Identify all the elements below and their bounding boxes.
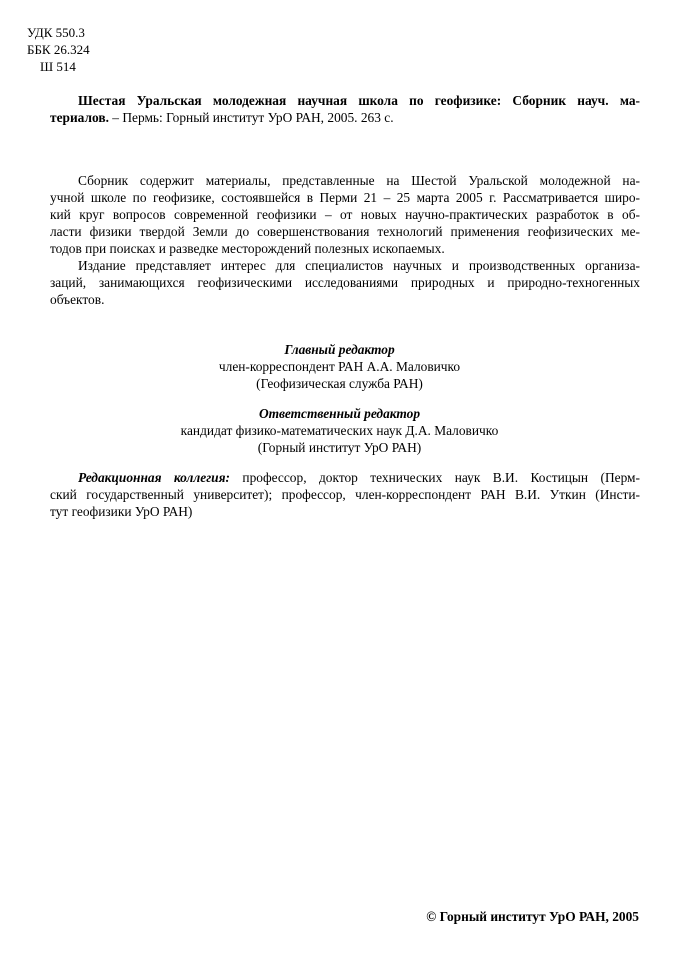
title-line-2-bold: териалов. <box>50 110 109 125</box>
annotation-line: Сборник содержит материалы, представленные на Шестой Уральской молодежной на- <box>78 173 640 188</box>
annotation-line: учной школе по геофизике, состоявшейся в Перми 21 – 25 марта 2005 г. Рассматривается широ- <box>50 190 640 205</box>
editorial-board-line <box>50 469 640 486</box>
annotation-line: заций, занимающихся геофизическими исследованиями природных и природно-техногенных <box>50 275 640 290</box>
udk-code: УДК 550.3 <box>27 25 85 40</box>
executive-editor-affiliation: (Горный институт УрО РАН) <box>257 440 422 455</box>
title-line-2-rest: – Пермь: Горный институт УрО РАН, 2005. 263 с. <box>108 110 394 125</box>
annotation-line: ласти физики твердой Земли до совершенствования технологий применения геофизических ме- <box>50 224 640 239</box>
annotation-line: тодов при поисках и разведке месторождений полезных ископаемых. <box>50 241 445 256</box>
editorial-board-line-1: профессор, доктор технических наук В.И. Костицын (Перм- <box>229 470 640 485</box>
bbk-code: ББК 26.324 <box>27 42 90 57</box>
chief-editor-role: Главный редактор <box>284 342 395 357</box>
bibliographic-title <box>50 92 640 126</box>
annotation-line: Издание представляет интерес для специалистов научных и производственных организа- <box>78 258 640 273</box>
annotation <box>50 172 640 308</box>
editorial-board-line-2: ский государственный университет); профессор, член-корреспондент РАН В.И. Уткин (Инсти- <box>50 487 640 502</box>
annotation-line: кий круг вопросов современной геофизики – от новых научно-практических разработок в об- <box>50 207 640 222</box>
title-line-1: Шестая Уральская молодежная научная школа по геофизике: Сборник науч. ма- <box>78 93 640 108</box>
editorial-board-line-3: тут геофизики УрО РАН) <box>50 504 193 519</box>
chief-editor-name: член-корреспондент РАН А.А. Маловичко <box>218 359 461 374</box>
author-sign: Ш 514 <box>40 59 76 74</box>
chief-editor-block <box>0 341 679 392</box>
copyright-notice: © Горный институт УрО РАН, 2005 <box>426 909 639 924</box>
executive-editor-role: Ответственный редактор <box>258 406 421 421</box>
executive-editor-name: кандидат физико-математических наук Д.А. Маловичко <box>180 423 499 438</box>
chief-editor-affiliation: (Геофизическая служба РАН) <box>256 376 423 391</box>
executive-editor-block <box>0 405 679 456</box>
classification-codes <box>27 24 90 75</box>
annotation-line: объектов. <box>50 292 105 307</box>
editorial-board <box>50 469 640 520</box>
title-line-2 <box>50 109 640 126</box>
editorial-board-role: Редакционная коллегия: <box>78 470 230 485</box>
